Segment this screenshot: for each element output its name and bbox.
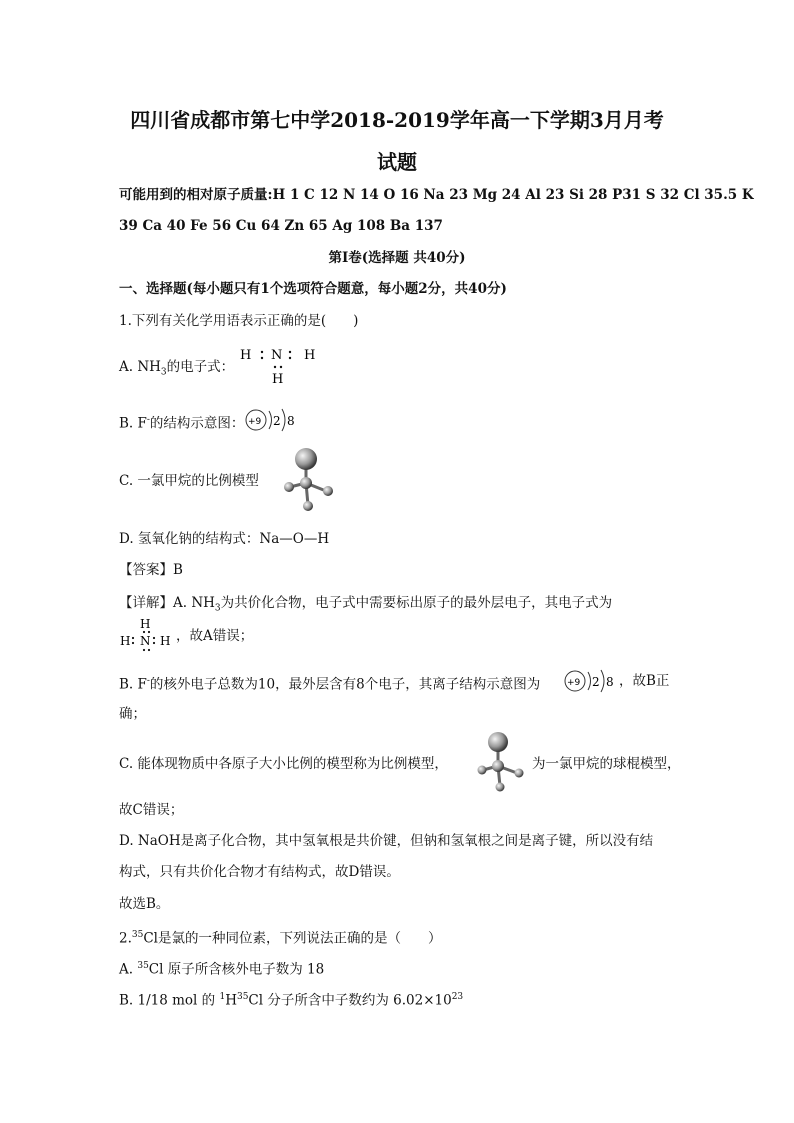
nh3-n: N [271, 348, 283, 363]
q1-explain-a [119, 593, 612, 619]
shell-1-label-2: 2 [592, 675, 600, 689]
fluoride-structure-diagram-2 [563, 666, 619, 696]
nucleus-label-2: +9 [567, 678, 581, 688]
nh3-h-left: H [240, 348, 252, 363]
q1-option-c: C. 一氯甲烷的比例模型 [119, 473, 259, 489]
q1-conclusion: 故选B。 [119, 896, 170, 912]
q1-explain-b-sup: - [146, 676, 150, 686]
q1-option-b-suffix: 的结构示意图： [149, 415, 245, 432]
q1-option-b [119, 410, 244, 434]
q1-explain-b [119, 671, 540, 695]
nh3-h-bottom: H [272, 372, 284, 387]
section-title: 第I卷(选择题 共40分) [328, 250, 466, 266]
q2-stem-prefix: 2. [119, 930, 132, 947]
nh3-h-right: H [304, 348, 316, 363]
nh3-2-h-right: H [160, 634, 171, 648]
chloromethane-ball-model-image-2 [470, 730, 530, 794]
q2-option-b-mid: H [225, 992, 237, 1009]
q1-option-b-sup: - [146, 415, 150, 425]
q1-explain-a-sub: 3 [214, 603, 221, 614]
nh3-electron-formula-diagram-2 [118, 617, 176, 655]
q1-explain-a-suffix: 为共价化合物，电子式中需要标出原子的最外层电子，其电子式为 [220, 595, 613, 611]
part-title: 一、选择题(每小题只有1个选项符合题意，每小题2分，共40分) [119, 281, 507, 297]
q1-option-a-prefix: A. NH [119, 359, 161, 375]
q2-option-a-prefix: A. [119, 961, 138, 978]
title-line-1: 四川省成都市第七中学2018-2019学年高一下学期3月月考 [130, 108, 664, 132]
shell-1-label: 2 [273, 414, 281, 428]
q2-stem-suffix: Cl是氯的一种同位素，下列说法正确的是（ ） [143, 930, 442, 947]
q1-explain-c: C. 能体现物质中各原子大小比例的模型称为比例模型， [119, 756, 448, 772]
q2-option-b-mid2: Cl 分子所含中子数约为 6.02×10 [248, 992, 452, 1009]
q1-explain-a-prefix: 【详解】A. NH [119, 595, 215, 611]
q2-option-a [119, 956, 324, 980]
q1-explain-c-end: 为一氯甲烷的球棍模型， [532, 756, 681, 772]
q1-explain-b-mid: 的核外电子总数为10，最外层含有8个电子，其离子结构示意图为 [149, 676, 541, 693]
q2-option-b [119, 987, 463, 1011]
q1-explain-a-end: ，故A错误； [176, 628, 254, 644]
shell-2-label: 8 [287, 414, 295, 428]
chloromethane-ball-model-image [276, 445, 342, 513]
q1-option-a [119, 357, 234, 383]
nh3-2-h-left: H [120, 634, 131, 648]
q1-option-a-suffix: 的电子式： [166, 359, 235, 375]
q2-option-a-sup: 35 [137, 961, 149, 971]
q1-answer: 【答案】B [119, 562, 183, 578]
nucleus-label: +9 [248, 417, 262, 427]
q1-stem: 1.下列有关化学用语表示正确的是( ) [119, 313, 359, 329]
title-line-2: 试题 [377, 150, 417, 174]
q1-explain-b-prefix: B. F [119, 676, 147, 693]
q1-option-b-prefix: B. F [119, 415, 147, 432]
q1-option-d: D. 氢氧化钠的结构式：Na—O—H [119, 531, 330, 547]
shell-2-label-2: 8 [606, 675, 614, 689]
q2-stem-sup: 35 [131, 930, 144, 940]
q2-stem [119, 925, 442, 949]
q2-option-b-sup2: 35 [236, 992, 249, 1002]
q1-explain-c-line2: 故C错误； [119, 802, 184, 818]
nh3-electron-formula-diagram [238, 343, 328, 387]
atomic-mass-line-2: 39 Ca 40 Fe 56 Cu 64 Zn 65 Ag 108 Ba 137 [119, 218, 443, 234]
q1-option-a-sub: 3 [160, 367, 167, 378]
q1-explain-d-line2: 构式，只有共价化合物才有结构式，故D错误。 [119, 864, 400, 880]
q2-option-b-sup1: 1 [219, 992, 226, 1002]
nh3-2-n: N [140, 634, 151, 648]
atomic-mass-line-1: 可能用到的相对原子质量:H 1 C 12 N 14 O 16 Na 23 Mg 24 Al 23 Si 28 P31 S 32 Cl 35.5 K [119, 187, 754, 203]
q1-explain-b-line2: 确； [119, 706, 146, 722]
q2-option-a-suffix: Cl 原子所含核外电子数为 18 [148, 961, 325, 978]
q2-option-b-prefix: B. 1/18 mol 的 [119, 992, 220, 1009]
q1-explain-b-end: ，故B正 [619, 673, 670, 689]
fluoride-structure-diagram [244, 405, 300, 435]
nh3-2-h-top: H [140, 617, 151, 631]
q2-option-b-sup3: 23 [451, 992, 464, 1002]
q1-explain-d-line1: D. NaOH是离子化合物，其中氢氧根是共价键，但钠和氢氧根之间是离子键，所以没有结 [119, 833, 654, 849]
